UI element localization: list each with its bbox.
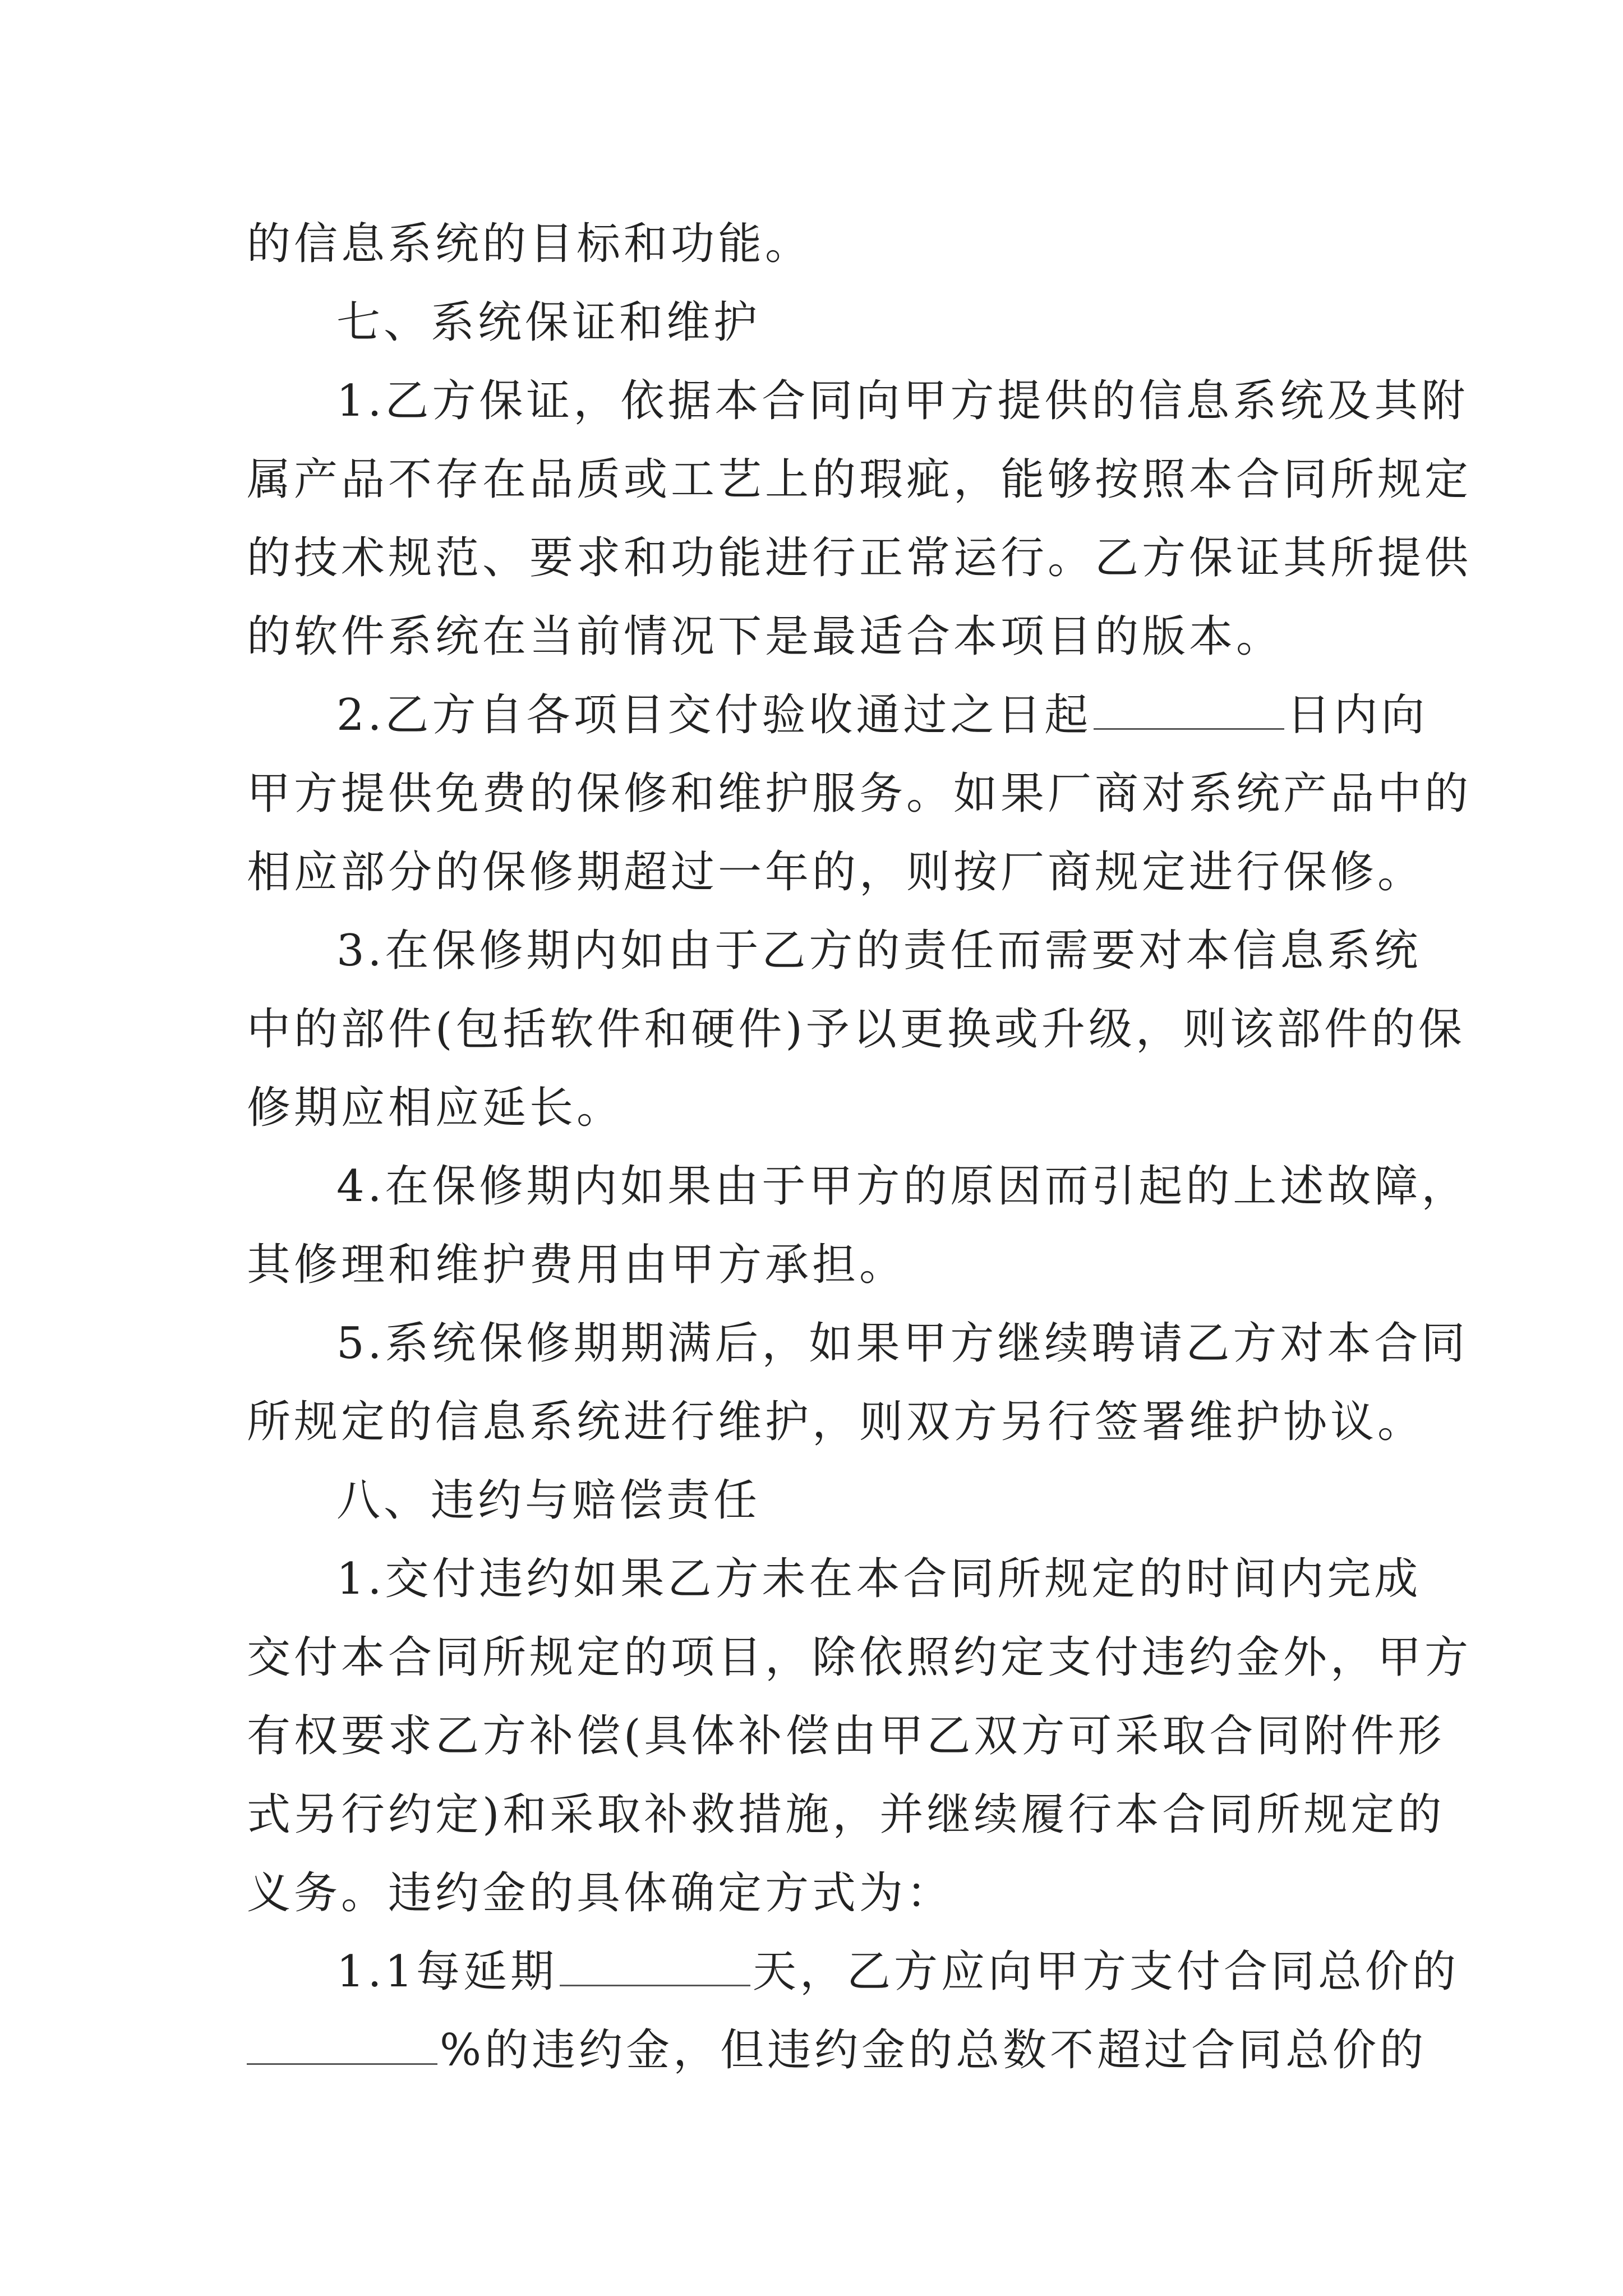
section-heading-8: 八、违约与赔偿责任	[336, 1475, 761, 1526]
paragraph-line: 4.在保修期内如果由于甲方的原因而引起的上述故障，	[336, 1161, 1469, 1212]
paragraph-line	[336, 687, 1428, 743]
paragraph-line	[336, 1944, 1459, 2000]
paragraph-line: 3.在保修期内如由于乙方的责任而需要对本信息系统	[336, 926, 1422, 976]
paragraph-line: 的软件系统在当前情况下是最适合本项目的版本。	[247, 611, 1284, 662]
paragraph-line: 义务。违约金的具体确定方式为：	[247, 1868, 954, 1918]
paragraph-line: 有权要求乙方补偿(具体补偿由甲乙双方可采取合同附件形	[247, 1711, 1445, 1761]
paragraph-line: 相应部分的保修期超过一年的，则按厂商规定进行保修。	[247, 847, 1425, 898]
paragraph-line: 修期应相应延长。	[247, 1083, 624, 1133]
clause-text: 2.乙方自各项目交付验收通过之日起	[336, 690, 1092, 740]
paragraph-line: 的信息系统的目标和功能。	[247, 219, 813, 269]
clause-text: 天，乙方应向甲方支付合同总价的	[753, 1947, 1460, 1997]
paragraph-line: 交付本合同所规定的项目，除依照约定支付违约金外，甲方	[247, 1632, 1472, 1683]
paragraph-line: 属产品不存在品质或工艺上的瑕疵，能够按照本合同所规定	[247, 454, 1472, 505]
paragraph-line: 1.交付违约如果乙方未在本合同所规定的时间内完成	[336, 1554, 1422, 1604]
clause-text: 日内向	[1287, 690, 1428, 740]
paragraph-line: 的技术规范、要求和功能进行正常运行。乙方保证其所提供	[247, 533, 1472, 583]
paragraph-line: 甲方提供免费的保修和维护服务。如果厂商对系统产品中的	[247, 769, 1472, 819]
paragraph-line: 5.系统保修期期满后，如果甲方继续聘请乙方对本合同	[336, 1318, 1469, 1369]
paragraph-line: 中的部件(包括软件和硬件)予以更换或升级，则该部件的保	[247, 1004, 1465, 1055]
fill-in-blank[interactable]	[1094, 723, 1284, 730]
section-heading-7: 七、系统保证和维护	[336, 297, 761, 348]
paragraph-line: 其修理和维护费用由甲方承担。	[247, 1240, 907, 1290]
fill-in-blank[interactable]	[560, 1979, 750, 1986]
paragraph-line: 所规定的信息系统进行维护，则双方另行签署维护协议。	[247, 1397, 1425, 1447]
paragraph-line: 式另行约定)和采取补救措施，并继续履行本合同所规定的	[247, 1789, 1445, 1840]
paragraph-line: 1.乙方保证，依据本合同向甲方提供的信息系统及其附	[336, 376, 1469, 426]
clause-text: 1.1每延期	[336, 1947, 558, 1997]
fill-in-blank[interactable]	[247, 2058, 437, 2065]
paragraph-line	[247, 2022, 1427, 2078]
clause-text: %的违约金，但违约金的总数不超过合同总价的	[440, 2025, 1427, 2076]
